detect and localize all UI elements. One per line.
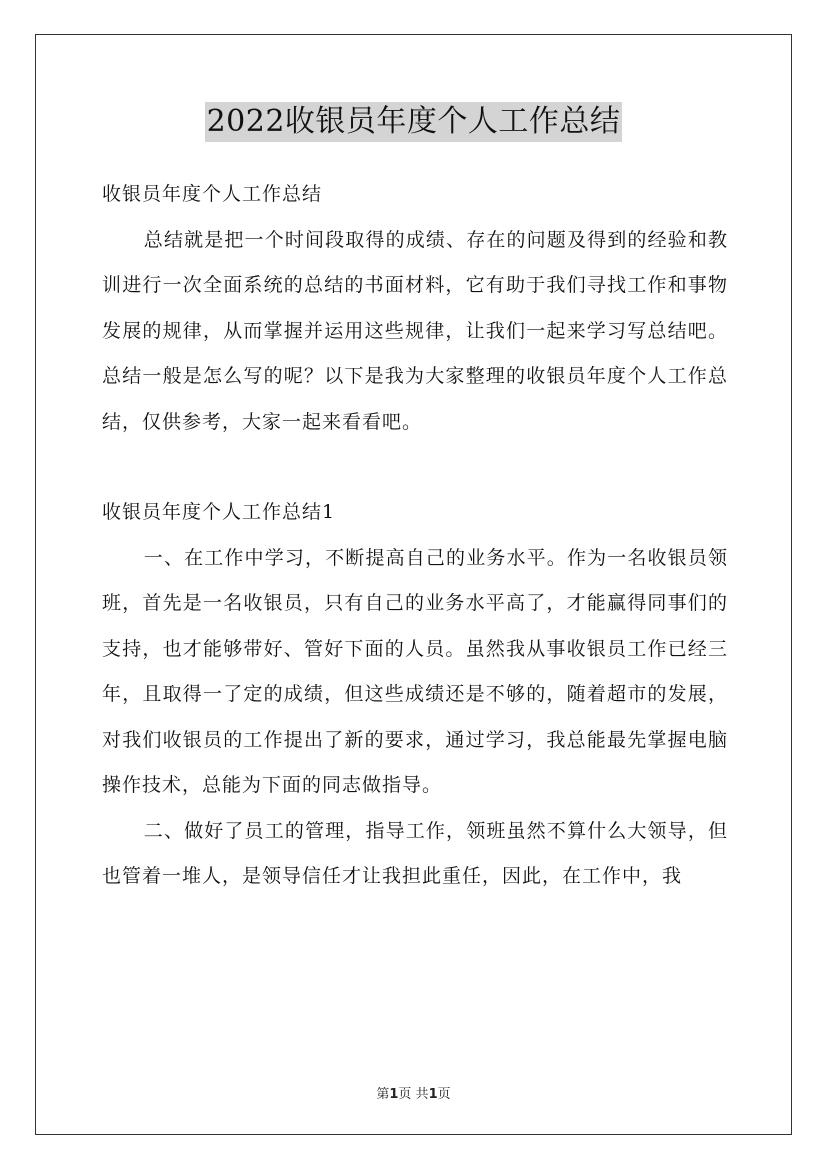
section-spacer — [102, 445, 728, 490]
intro-paragraph: 总结就是把一个时间段取得的成绩、存在的问题及得到的经验和教训进行一次全面系统的总结的书面材料，它有助于我们寻找工作和事物发展的规律，从而掌握并运用这些规律，让我们一起来学习写总结吧。总结一般是怎么写的呢？以下是我为大家整理的收银员年度个人工作总结，仅供参考，大家一起来看看吧。 — [102, 228, 728, 433]
title-container — [0, 102, 827, 142]
section-paragraph: 一、在工作中学习，不断提高自己的业务水平。作为一名收银员领班，首先是一名收银员，只有自己的业务水平高了，才能赢得同事们的支持，也才能够带好、管好下面的人员。虽然我从事收银员工作已经三年，且取得一了定的成绩，但这些成绩还是不够的，随着超市的发展，对我们收银员的工作提出了新的要求，通过学习，我总能最先掌握电脑操作技术，总能为下面的同志做指导。 — [102, 546, 728, 796]
document-title: 2022收银员年度个人工作总结 — [205, 102, 623, 142]
section-heading: 收银员年度个人工作总结1 — [102, 501, 336, 523]
page-footer — [0, 1083, 827, 1102]
document-body — [102, 172, 728, 900]
page-current: 1 — [389, 1087, 399, 1102]
page-label-mid: 页 共 — [398, 1087, 429, 1102]
page-label-suffix: 页 — [437, 1087, 451, 1102]
page-label-prefix: 第 — [376, 1087, 390, 1102]
section-paragraph: 二、做好了员工的管理，指导工作，领班虽然不算什么大领导，但也管着一堆人，是领导信任才让我担此重任，因此，在工作中，我 — [102, 819, 728, 887]
document-subtitle: 收银员年度个人工作总结 — [102, 183, 323, 205]
page-total: 1 — [428, 1087, 438, 1102]
